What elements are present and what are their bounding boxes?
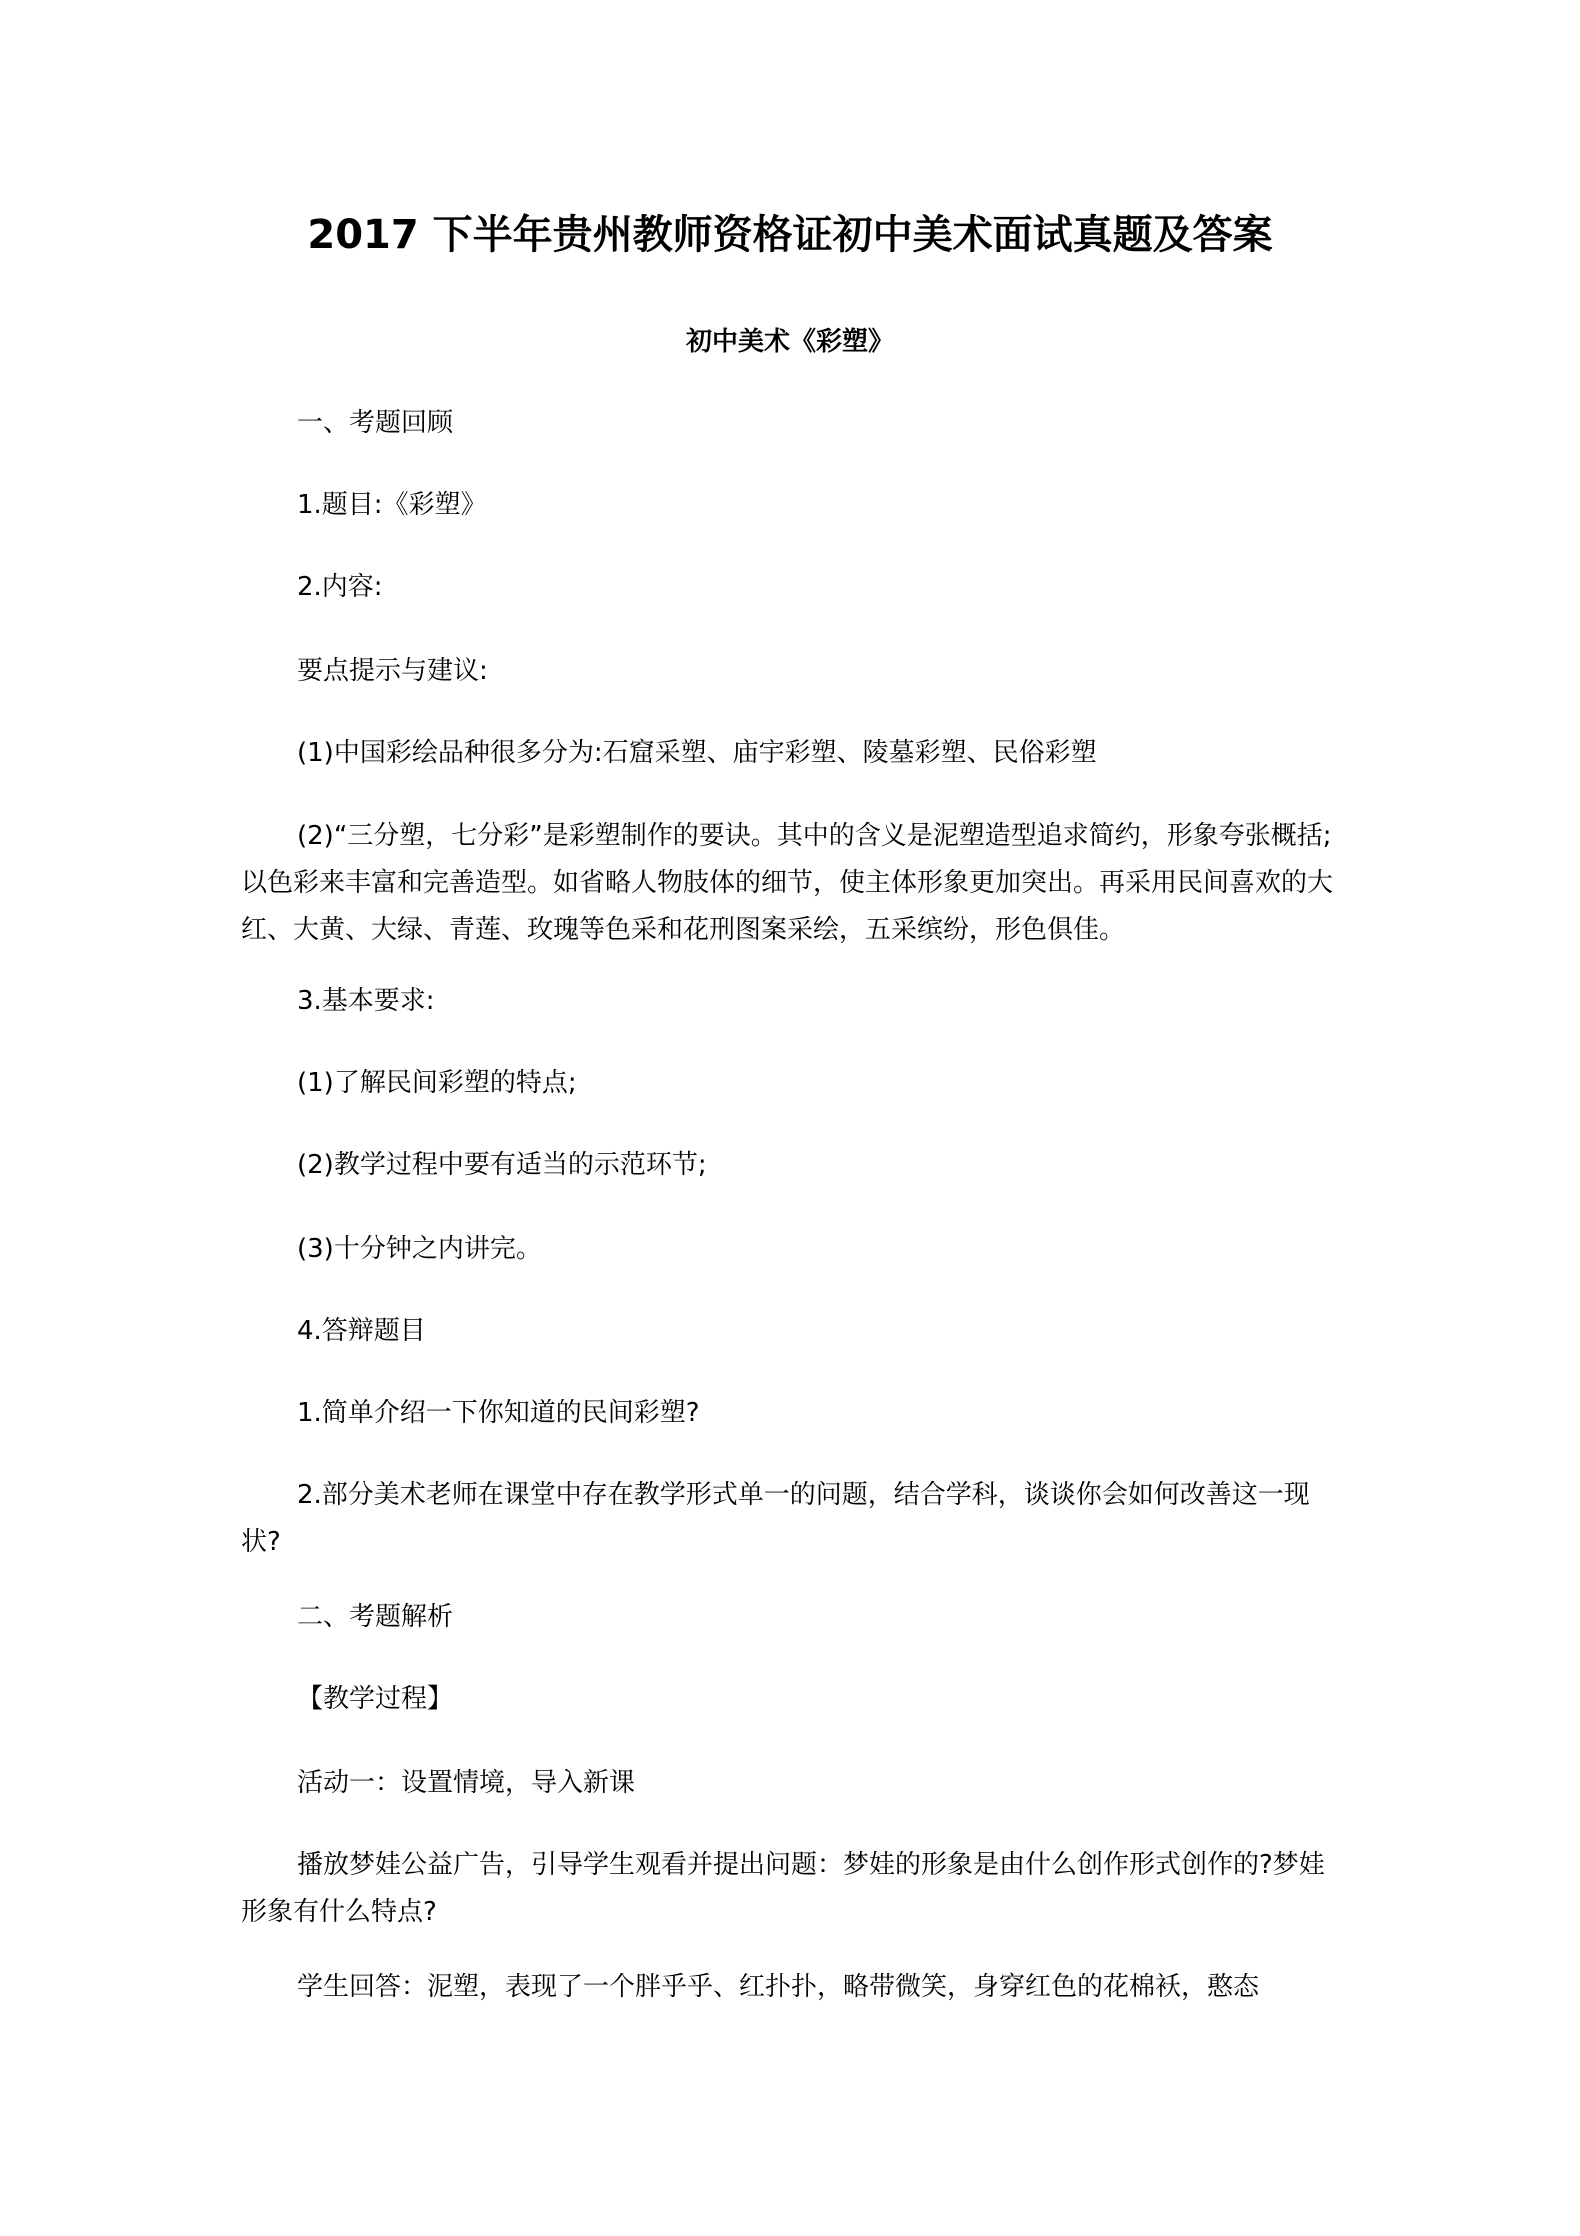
paragraph-activity-1-desc: 播放梦娃公益广告，引导学生观看并提出问题：梦娃的形象是由什么创作形式创作的?梦娃形象有什么特点? (241, 1850, 1325, 1927)
paragraph-content-label: 2.内容: (297, 572, 383, 602)
paragraph-defense-question-1: 1.简单介绍一下你知道的民间彩塑? (297, 1398, 700, 1428)
paragraph-tip-1: (1)中国彩绘品种很多分为:石窟采塑、庙宇彩塑、陵墓彩塑、民俗彩塑 (297, 738, 1097, 768)
paragraph-requirement-2: (2)教学过程中要有适当的示范环节; (297, 1150, 707, 1180)
document-subtitle: 初中美术《彩塑》 (685, 327, 894, 357)
document-title: 2017 下半年贵州教师资格证初中美术面试真题及答案 (307, 212, 1273, 258)
paragraph-student-answer: 学生回答：泥塑，表现了一个胖乎乎、红扑扑，略带微笑，身穿红色的花棉袄，憨态 (297, 1972, 1260, 2002)
paragraph-tip-2: (2)“三分塑，七分彩”是彩塑制作的要诀。其中的含义是泥塑造型追求简约，形象夸张概括;以色彩来丰富和完善造型。如省略人物肢体的细节，使主体形象更加突出。再采用民间喜欢的大红、大黄、大绿、青莲、玫瑰等色采和花刑图案采绘，五采缤纷，形色俱佳。 (241, 821, 1334, 945)
paragraph-defense-label: 4.答辩题目 (297, 1316, 426, 1346)
section-heading-review: 一、考题回顾 (297, 408, 454, 438)
paragraph-teaching-process-label: 【教学过程】 (297, 1684, 454, 1714)
paragraph-requirement-3: (3)十分钟之内讲完。 (297, 1234, 542, 1264)
paragraph-topic: 1.题目:《彩塑》 (297, 490, 487, 520)
paragraph-activity-1: 活动一：设置情境，导入新课 (297, 1768, 636, 1798)
paragraph-defense-question-2: 2.部分美术老师在课堂中存在教学形式单一的问题，结合学科，谈谈你会如何改善这一现状? (241, 1480, 1310, 1557)
paragraph-tips-label: 要点提示与建议: (297, 656, 488, 686)
paragraph-requirement-1: (1)了解民间彩塑的特点; (297, 1068, 577, 1098)
section-heading-analysis: 二、考题解析 (297, 1602, 454, 1632)
paragraph-requirements-label: 3.基本要求: (297, 986, 435, 1016)
